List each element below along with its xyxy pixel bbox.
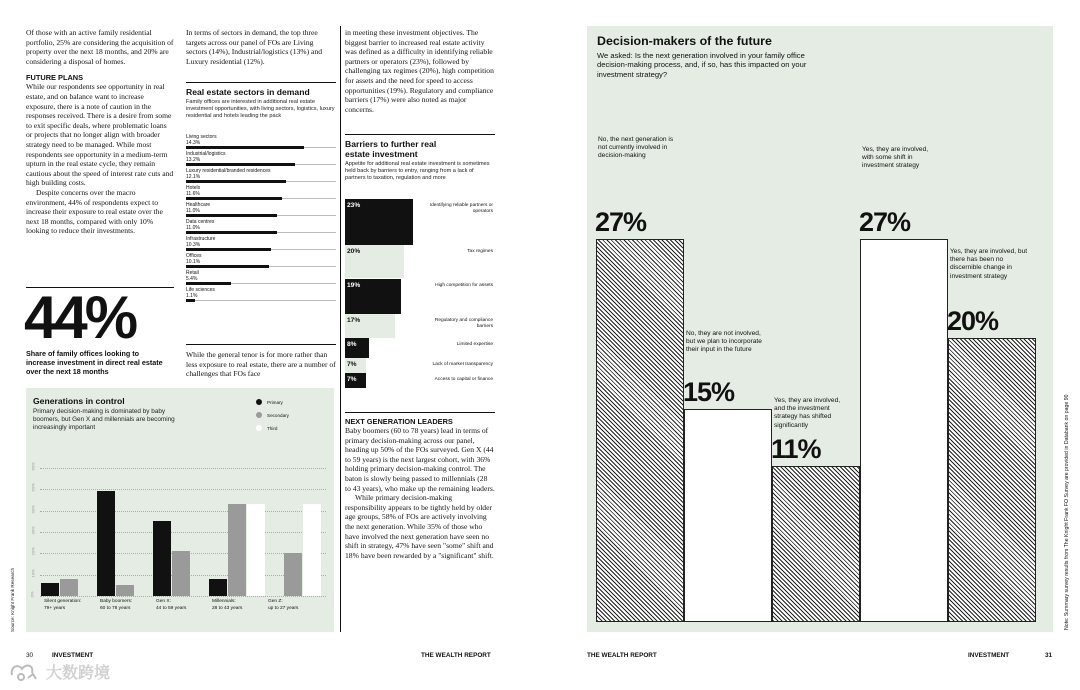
sector-label: Healthcare [186,202,211,208]
gen-gridline [40,489,326,490]
col2-intro: In terms of sectors in demand, the top three targets across our panel of FOs are Living sectors (14%), Industrial/logistics (13%) and Luxury residential (12%). [186,28,323,66]
gen-y-tick-label: 10% [30,569,36,578]
col2-after-chart: While the general tenor is for more rather than less exposure to real estate, there are a number of challenges that FOs face [186,350,336,379]
sector-bar [186,180,286,183]
gen-y-tick-label: 60% [30,462,36,471]
decision-category-label: No, they are not involved, but we plan to incorporate their input in the future [686,330,762,354]
gen-bar-secondary [228,504,246,596]
gen-bar-primary [97,491,115,596]
sectors-chart [186,134,336,344]
decision-makers-box [587,26,1053,632]
gen-bar-primary [209,579,227,596]
gen-y-tick-label: 30% [30,526,36,535]
col3-intro: in meeting these investment objectives. The biggest barrier to increased real estate activity was defined as a difficulty in identifying reliable partners or operators (23%), followed by challenging tax regimes (20%), high competition for assets and the need for speed to access opportunities (19%). Regulatory and compliance barriers (17%) were also noted as major concerns. [345,28,494,114]
gen-category-label: 79+ years [44,606,66,611]
left-page-number: 30 [26,652,34,659]
col3-divider [340,26,341,632]
gen-category-label: 44 to 59 years [156,606,187,611]
sector-bar [186,299,195,302]
barrier-value-label: 20% [347,248,361,255]
decision-bar [860,239,948,622]
left-footer-report: THE WEALTH REPORT [421,652,491,659]
barrier-value-label: 7% [347,376,357,383]
sector-value-label: 5.4% [186,276,198,282]
gen-bar-secondary [116,585,134,596]
barrier-category-label: Tax regimes [467,249,493,254]
legend-label-primary: Primary [267,400,283,405]
future-plans-paragraph-2: Despite concerns over the macro environment, 44% of respondents expect to increase their exposure to real estate over the next 18 months, compared with only 10% looking to reduce their investments. [26,187,163,236]
sector-bar [186,146,304,149]
sector-track [186,300,336,301]
generations-chart-box [26,388,334,632]
sector-bar [186,248,271,251]
decision-makers-subtitle: We asked: Is the next generation involved in your family office decision-making process, and, if so, has this impacted on your investment strategy? [597,51,807,79]
sector-label: Retail [186,270,199,276]
right-footer-report: THE WEALTH REPORT [587,652,657,659]
generations-chart-title: Generations in control [33,396,125,406]
decision-category-label: Yes, they are involved, with some shift in investment strategy [862,146,929,170]
sector-bar [186,282,231,285]
sector-bar [186,214,277,217]
gen-bar-primary [153,521,171,596]
decision-category-label: No, the next generation is not currently involved in decision-making [598,136,674,160]
gen-category-label: Millennials: [212,599,236,604]
gen-category-label: up to 27 years [268,606,299,611]
sector-label: Hotels [186,185,201,191]
legend-label-third: Third [267,426,278,431]
gen-category-label: Baby boomers: [100,599,133,604]
barriers-bottom-rule [345,412,495,413]
gen-y-tick-label: 0% [29,591,35,598]
sector-value-label: 13.2% [186,157,201,163]
barrier-value-label: 17% [347,317,361,324]
big-stat-44: 44% [24,284,136,351]
next-gen-heading: NEXT GENERATION LEADERS [345,417,453,426]
decision-bar [596,239,684,622]
watermark [8,660,110,683]
next-gen-paragraph-1: Baby boomers (60 to 78 years) lead in terms of primary decision-making across our panel, heading up 50% of the FOs surveyed. Gen X (44 to 59 years) is the next largest cohort, with 36% holding primary decision-making control. The baton is slowly being passed to millennials (28 to 43 years), who make up the remaining leaders. [345,426,495,493]
barrier-category-label: Regulatory and compliance barriers [434,318,493,329]
right-footer-section: INVESTMENT [968,652,1010,659]
barrier-category-label: High competition for assets [435,283,493,288]
decision-makers-chart [587,26,1053,632]
sector-value-label: 12.1% [186,174,201,180]
gen-category-label: 28 to 43 years [212,606,243,611]
barriers-chart-subtitle: Appetite for additional real estate investment is sometimes held back by barriers to entry, ranging from a lack of partners to taxation, regulation and more [345,161,490,181]
gen-gridline [40,596,326,597]
source-note: Source: Knight Frank Research [10,567,15,632]
sector-label: Living sectors [186,134,217,140]
decision-value-label: 27% [859,207,911,237]
sectors-chart-title: Real estate sectors in demand [186,87,310,97]
decision-value-label: 20% [947,306,999,337]
sector-value-label: 1.1% [186,293,198,299]
barrier-value-label: 23% [347,202,361,209]
barrier-category-label: Limited expertise [456,342,493,347]
next-gen-paragraph-2: While primary decision-making responsibility appears to be tightly held by older age groups, 58% of FOs are actively involving the next generation. While 35% of those who have involved the next generation have seen no shift in strategy, 47% have seen "some" shift and 18% have been rewarded by a "significant" shift. [345,493,494,560]
big-stat-caption: Share of family offices looking to increase investment in direct real estate over the next 18 months [26,349,163,376]
sector-label: Infrastructure [186,236,216,242]
gen-bar-third [303,504,321,596]
gen-gridline [40,511,326,512]
sectors-top-rule [186,82,336,83]
gen-category-label: Silent generation: [44,599,82,604]
col1-text [26,28,174,236]
sector-label: Offices [186,253,202,259]
gen-category-label: Gen X: [156,599,171,604]
generations-chart [26,388,334,632]
decision-value-label: 11% [771,433,821,464]
decision-bar [948,338,1036,622]
sector-bar [186,231,277,234]
watermark-text: 大数跨境 [46,663,111,682]
decision-category-label: Yes, they are involved, and the investment strategy has shifted significantly [774,397,841,429]
sector-value-label: 14.3% [186,140,201,146]
gen-bar-third [247,504,265,596]
watermark-logo-icon [8,661,44,683]
sector-value-label: 10.3% [186,242,201,248]
sector-value-label: 11.0% [186,225,200,231]
gen-y-tick-label: 40% [30,505,36,514]
barrier-category-label: Access to capital or finance [434,377,493,382]
gen-bar-primary [41,583,59,596]
decision-value-label: 15% [683,377,735,408]
sector-value-label: 10.1% [186,259,201,265]
gen-category-label: Gen Z: [268,599,283,604]
left-footer-section: INVESTMENT [52,652,94,659]
future-plans-heading: FUTURE PLANS [26,73,84,83]
gen-bar-secondary [60,579,78,596]
decision-bar [684,409,772,622]
sector-label: Industrial/logistics [186,151,226,157]
barrier-category-label: Lack of market transparency [432,362,493,367]
gen-bar-secondary [172,551,190,596]
generations-chart-subtitle: Primary decision-making is dominated by baby boomers, but Gen X and millennials are becoming increasingly important [33,408,175,431]
sector-value-label: 11.0% [186,208,200,214]
sector-label: Life sciences [186,287,215,293]
databank-note: Note: Summary survey results from The Knight Frank FO Survey are provided in Databank on page 90 [1064,394,1070,630]
col1-intro: Of those with an active family residential portfolio, 25% are considering the acquisition of property over the next 18 months, and 20% are considering a disposal of homes. [26,28,174,66]
gen-category-label: 60 to 78 years [100,606,131,611]
barriers-chart-title: Barriers to further real estate investment [345,139,437,159]
sector-bar [186,163,295,166]
decision-makers-title: Decision-makers of the future [597,34,772,48]
legend-label-secondary: Secondary [267,413,289,418]
right-page-number: 31 [1045,652,1053,659]
barriers-top-rule [345,134,495,135]
barrier-value-label: 7% [347,361,357,368]
gen-gridline [40,468,326,469]
sector-value-label: 11.6% [186,191,200,197]
sectors-chart-subtitle: Family offices are interested in additional real estate investment opportunities, with living sectors, logistics, luxury residential and hotels leading the pack [186,99,335,119]
barrier-category-label: Identifying reliable partners or operators [429,203,493,214]
future-plans-paragraph-1: While our respondents see opportunity in real estate, and on balance want to increase exposure, there is a note of caution in the responses received. There is a desire from some to exit specific deals, where problematic loans or projects that no longer align with broader strategy need to be managed. While most respondents see opportunity in a medium-term upturn in the real estate cycle, they remain cautious about the speed of interest rate cuts and high building costs. [26,82,174,188]
col3-next-gen [345,417,495,560]
gen-y-tick-label: 20% [30,547,36,556]
sector-bar [186,197,282,200]
decision-category-label: Yes, they are involved, but there has been no discernible change in investment strategy [950,248,1028,280]
barriers-chart [345,199,495,389]
decision-value-label: 27% [595,207,647,237]
decision-bar [772,466,860,622]
sector-label: Data centres [186,219,215,225]
gen-gridline [40,532,326,533]
barrier-value-label: 8% [347,341,357,348]
gen-y-tick-label: 50% [30,483,36,492]
barrier-value-label: 19% [347,282,361,289]
sectors-bottom-rule [186,344,336,345]
gen-bar-secondary [284,553,302,596]
sector-bar [186,265,269,268]
sector-label: Luxury residential/branded residences [186,168,271,174]
